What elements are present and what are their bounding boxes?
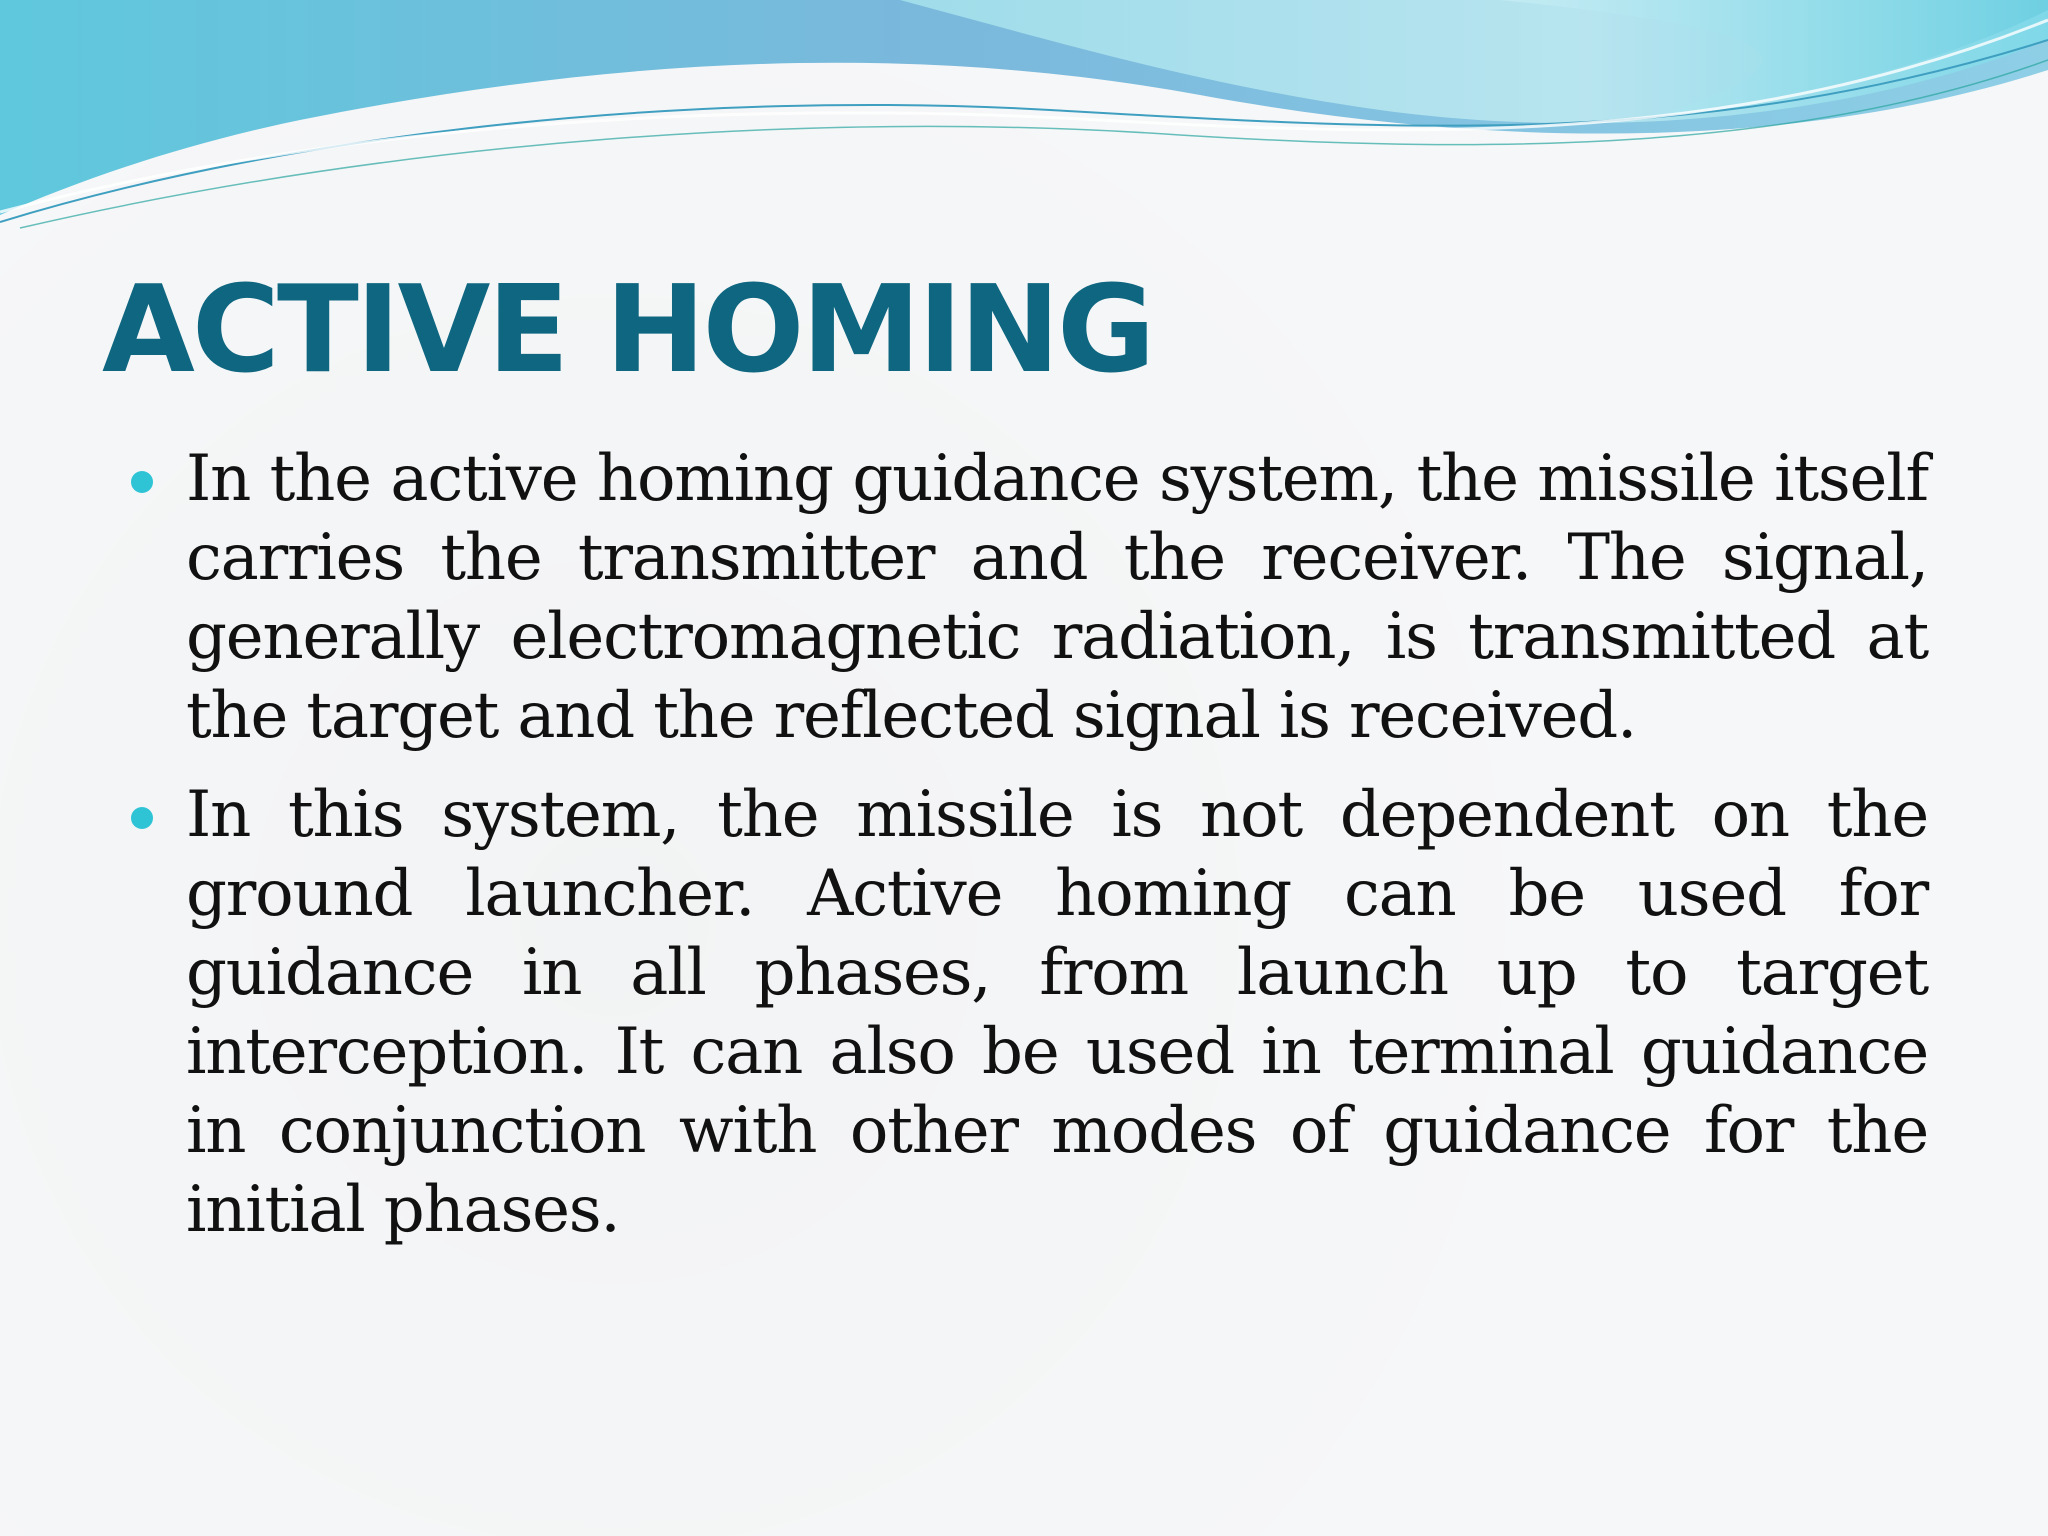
bullet-dot-icon [131, 471, 153, 493]
bullet-text: In the active homing guidance system, the missile itself carries the transmitter and the receiver. The signal, generally electromagnetic radiation, is transmitted at the target and the reflected signal is received. [186, 442, 1928, 753]
slide-title: ACTIVE HOMING [102, 261, 1153, 400]
bullet-item [128, 776, 1928, 1250]
bullet-dot-icon [131, 807, 153, 829]
bullet-item [128, 440, 1928, 756]
decorative-wave-banner [0, 0, 2048, 240]
bullet-list [128, 440, 1928, 1270]
bullet-text: In this system, the missile is not dependent on the ground launcher. Active homing can be used for guidance in all phases, from launch up to target interception. It can also be used in terminal guidance in conjunction with other modes of guidance for the initial phases. [186, 778, 1928, 1247]
